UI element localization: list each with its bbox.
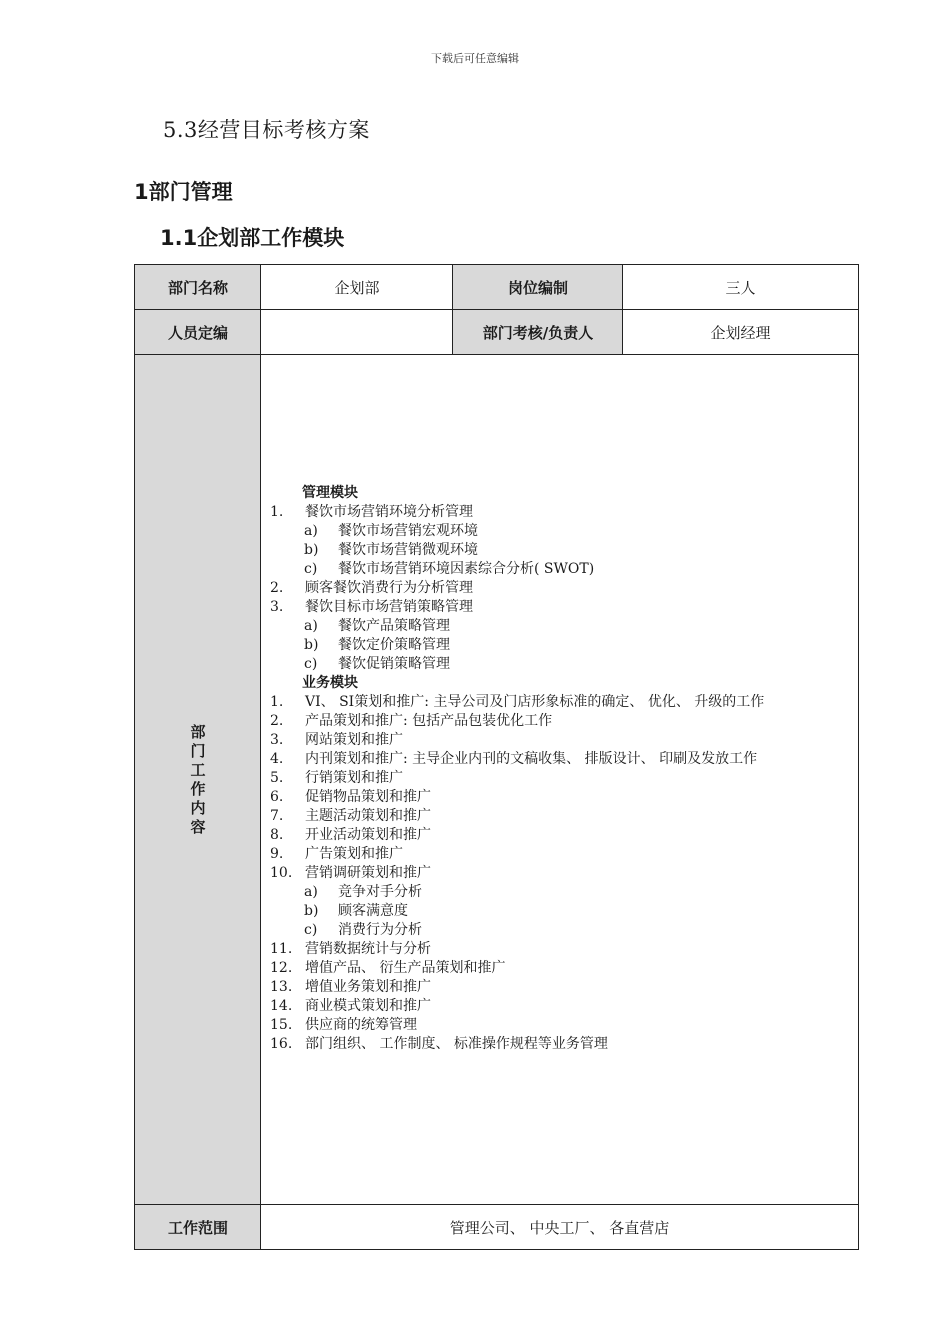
sub-list-item-letter: c) [304, 656, 318, 672]
header-note: 下载后可任意编辑 [431, 52, 519, 65]
list-item [270, 940, 860, 959]
sub-list-item [270, 883, 860, 902]
sub-list-item-letter: b) [304, 903, 319, 919]
scope-value: 管理公司、 中央工厂、 各直营店 [449, 1218, 670, 1237]
list-item-text: 开业活动策划和推广 [305, 827, 431, 843]
list-item [270, 864, 860, 883]
sub-list-item-text: 餐饮定价策略管理 [338, 637, 450, 653]
work-content-label-char: 容 [190, 818, 206, 836]
list-item-number: 3. [270, 732, 284, 748]
dept-name-label: 部门名称 [135, 265, 261, 310]
work-content-label-char: 内 [190, 799, 206, 817]
list-item-text: 顾客餐饮消费行为分析管理 [305, 580, 473, 596]
staff-value [261, 310, 453, 355]
list-item [270, 598, 860, 617]
list-item-text: 餐饮市场营销环境分析管理 [305, 504, 473, 520]
sub-list-item-letter: a) [304, 884, 318, 900]
list-item-number: 16. [270, 1036, 293, 1052]
work-content-label-char: 门 [190, 742, 206, 760]
list-item [270, 712, 860, 731]
list-item [270, 826, 860, 845]
list-item [270, 788, 860, 807]
list-item [270, 503, 860, 522]
sub-list-item [270, 902, 860, 921]
sub-list-item-text: 消费行为分析 [338, 922, 422, 938]
work-content-label-char: 作 [190, 780, 206, 798]
list-item-text: 营销数据统计与分析 [305, 941, 431, 957]
list-item-number: 14. [270, 998, 293, 1014]
list-item-text: 增值业务策划和推广 [305, 979, 431, 995]
sub-list-item [270, 522, 860, 541]
sub-list-item [270, 617, 860, 636]
sub-list-item [270, 655, 860, 674]
scope-label: 工作范围 [135, 1205, 261, 1249]
management-module-title: 管理模块 [302, 485, 358, 501]
list-item-number: 3. [270, 599, 284, 615]
list-item [270, 959, 860, 978]
sub-list-item-letter: a) [304, 523, 318, 539]
post-label: 岗位编制 [453, 265, 623, 310]
work-content [270, 484, 860, 1054]
list-item-number: 2. [270, 713, 284, 729]
sub-list-item-text: 餐饮产品策略管理 [338, 618, 450, 634]
list-item-number: 1. [270, 694, 284, 710]
list-item-number: 8. [270, 827, 284, 843]
sub-list-item-text: 餐饮市场营销环境因素综合分析( SWOT) [338, 561, 595, 577]
list-item-text: 增值产品、 衍生产品策划和推广 [305, 960, 506, 976]
sub-list-item [270, 636, 860, 655]
list-item-text: 促销物品策划和推广 [305, 789, 431, 805]
sub-list-item [270, 921, 860, 940]
post-value: 三人 [725, 279, 756, 297]
sub-list-item-letter: a) [304, 618, 318, 634]
list-item-text: 部门组织、 工作制度、 标准操作规程等业务管理 [305, 1036, 608, 1052]
list-item-text: 产品策划和推广: 包括产品包装优化工作 [305, 713, 553, 729]
heading-2: 1.1企划部工作模块 [160, 226, 345, 250]
list-item [270, 1016, 860, 1035]
list-item [270, 693, 860, 712]
list-item-number: 12. [270, 960, 293, 976]
staff-label: 人员定编 [135, 310, 261, 355]
sub-list-item-text: 顾客满意度 [338, 903, 408, 919]
list-item [270, 978, 860, 997]
list-item-text: 营销调研策划和推广 [305, 865, 431, 881]
list-item-number: 1. [270, 504, 284, 520]
sub-list-item-letter: c) [304, 922, 318, 938]
sub-list-item-text: 餐饮促销策略管理 [338, 656, 450, 672]
list-item-number: 6. [270, 789, 284, 805]
sub-list-item-letter: c) [304, 561, 318, 577]
work-content-label-char: 部 [190, 723, 206, 741]
sub-list-item-letter: b) [304, 637, 319, 653]
list-item-number: 15. [270, 1017, 293, 1033]
list-item [270, 997, 860, 1016]
heading-1: 1部门管理 [134, 180, 233, 204]
sub-list-item [270, 560, 860, 579]
list-item-text: 商业模式策划和推广 [305, 998, 431, 1014]
list-item-text: 内刊策划和推广: 主导企业内刊的文稿收集、 排版设计、 印刷及发放工作 [305, 751, 758, 767]
business-module-title: 业务模块 [302, 675, 358, 691]
list-item [270, 845, 860, 864]
list-item-number: 13. [270, 979, 293, 995]
list-item-number: 10. [270, 865, 293, 881]
list-item-text: 广告策划和推广 [305, 846, 403, 862]
list-item [270, 750, 860, 769]
list-item [270, 579, 860, 598]
work-content-label-char: 工 [190, 761, 206, 779]
list-item-number: 4. [270, 751, 284, 767]
list-item-number: 5. [270, 770, 284, 786]
dept-name-value: 企划部 [334, 279, 380, 297]
list-item-number: 9. [270, 846, 284, 862]
list-item-number: 2. [270, 580, 284, 596]
list-item [270, 731, 860, 750]
assess-label: 部门考核/负责人 [453, 310, 623, 355]
list-item-text: 行销策划和推广 [305, 770, 403, 786]
list-item-text: 主题活动策划和推广 [305, 808, 431, 824]
sub-list-item [270, 541, 860, 560]
section-title: 5.3经营目标考核方案 [163, 118, 370, 142]
department-table [134, 264, 859, 1250]
list-item [270, 807, 860, 826]
work-content-label [135, 355, 261, 1205]
list-item-number: 11. [270, 941, 293, 957]
list-item [270, 769, 860, 788]
list-item-number: 7. [270, 808, 284, 824]
sub-list-item-text: 竞争对手分析 [338, 884, 422, 900]
sub-list-item-text: 餐饮市场营销宏观环境 [338, 523, 478, 539]
list-item-text: VI、 SI策划和推广: 主导公司及门店形象标准的确定、 优化、 升级的工作 [305, 694, 765, 710]
sub-list-item-text: 餐饮市场营销微观环境 [338, 542, 478, 558]
list-item-text: 供应商的统筹管理 [305, 1017, 417, 1033]
sub-list-item-letter: b) [304, 542, 319, 558]
list-item-text: 网站策划和推广 [305, 732, 403, 748]
assess-value: 企划经理 [710, 324, 771, 342]
list-item-text: 餐饮目标市场营销策略管理 [305, 599, 473, 615]
list-item [270, 1035, 860, 1054]
